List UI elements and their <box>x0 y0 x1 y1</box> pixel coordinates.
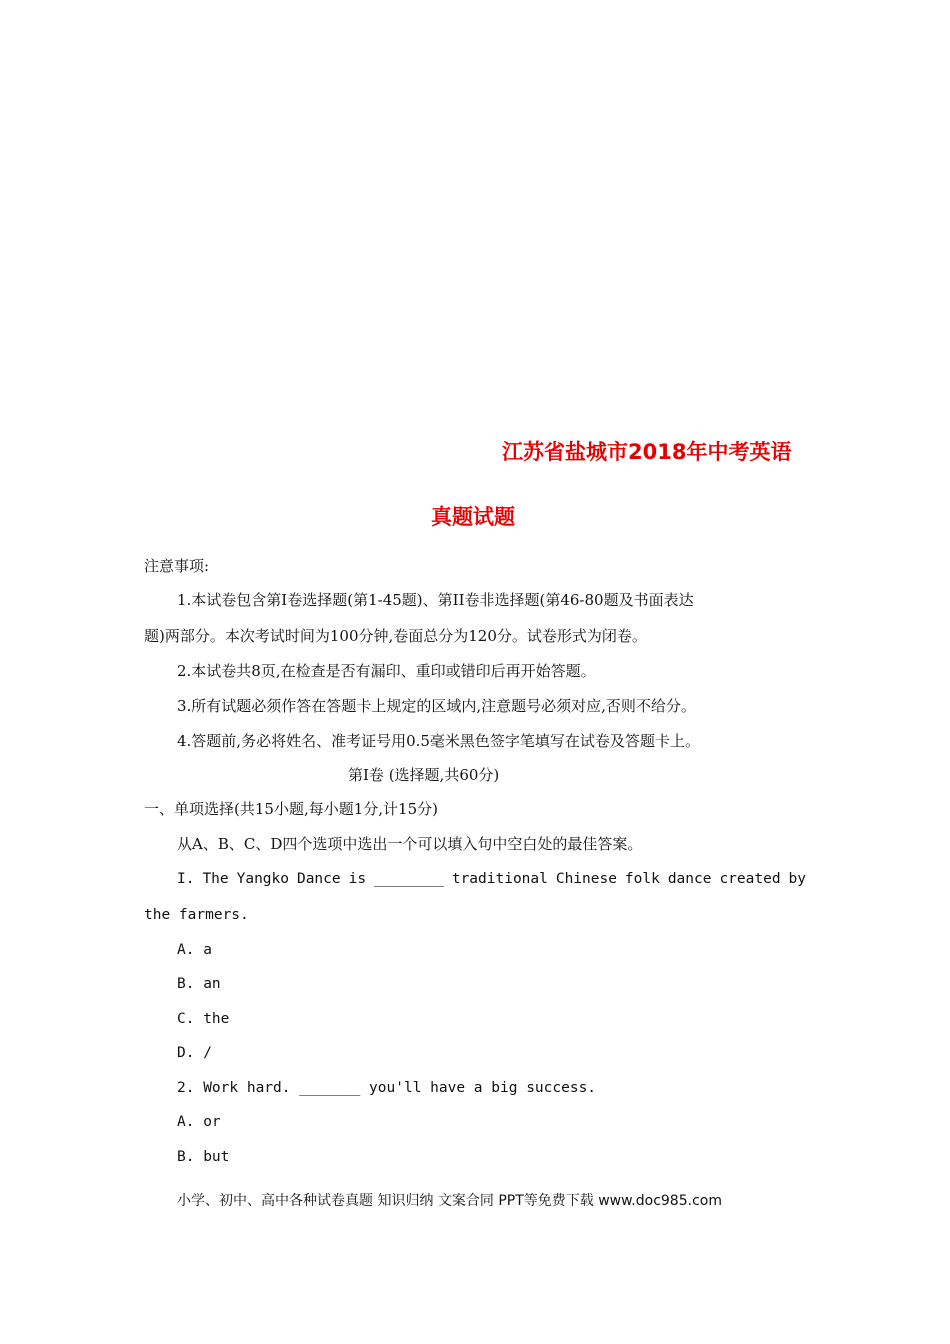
stem-word: dance <box>667 871 712 887</box>
part-title: 一、单项选择(共15小题,每小题1分,计15分) <box>144 800 438 818</box>
volume-title: 第I卷 (选择题,共60分) <box>348 766 500 784</box>
question-2-option-a: A. or <box>177 1114 221 1130</box>
notice-item-2: 2.本试卷共8页,在检查是否有漏印、重印或错印后再开始答题。 <box>177 662 596 680</box>
question-2-stem: 2. Work hard. _______ you'll have a big success. <box>177 1080 597 1096</box>
question-1-stem <box>177 869 806 889</box>
stem-word: Yangko <box>236 871 289 887</box>
stem-word: folk <box>624 871 660 887</box>
notice-item-3: 3.所有试题必须作答在答题卡上规定的区域内,注意题号必须对应,否则不给分。 <box>177 697 696 715</box>
notice-item-1: 1.本试卷包含第I卷选择题(第1-45题)、第II卷非选择题(第46-80题及书面表达 <box>177 591 694 609</box>
part-instruction: 从A、B、C、D四个选项中选出一个可以填入句中空白处的最佳答案。 <box>177 835 643 853</box>
document-title-line2: 真题试题 <box>431 505 515 529</box>
notice-item-1-cont: 题)两部分。本次考试时间为100分钟,卷面总分为120分。试卷形式为闭卷。 <box>144 627 647 645</box>
stem-word: is <box>348 871 367 887</box>
notice-heading: 注意事项: <box>144 557 210 575</box>
stem-word: Chinese <box>555 871 617 887</box>
stem-word: The <box>202 871 229 887</box>
document-title-line1: 江苏省盐城市2018年中考英语 <box>502 440 792 464</box>
stem-word: created <box>719 871 781 887</box>
question-1-option-b: B. an <box>177 976 221 992</box>
notice-item-4: 4.答题前,务必将姓名、准考证号用0.5毫米黑色签字笔填写在试卷及答题卡上。 <box>177 732 700 750</box>
question-1-stem-cont: the farmers. <box>144 907 249 923</box>
stem-word: I. <box>177 871 195 887</box>
question-1-option-d: D. / <box>177 1045 212 1061</box>
question-1-option-c: C. the <box>177 1011 230 1027</box>
question-1-option-a: A. a <box>177 942 212 958</box>
stem-word: Dance <box>296 871 341 887</box>
stem-word: traditional <box>451 871 548 887</box>
page-footer: 小学、初中、高中各种试卷真题 知识归纳 文案合同 PPT等免费下载 www.doc985.com <box>177 1193 722 1209</box>
question-2-option-b: B. but <box>177 1149 230 1165</box>
answer-blank: ________ <box>374 871 444 887</box>
stem-word: by <box>788 871 806 887</box>
